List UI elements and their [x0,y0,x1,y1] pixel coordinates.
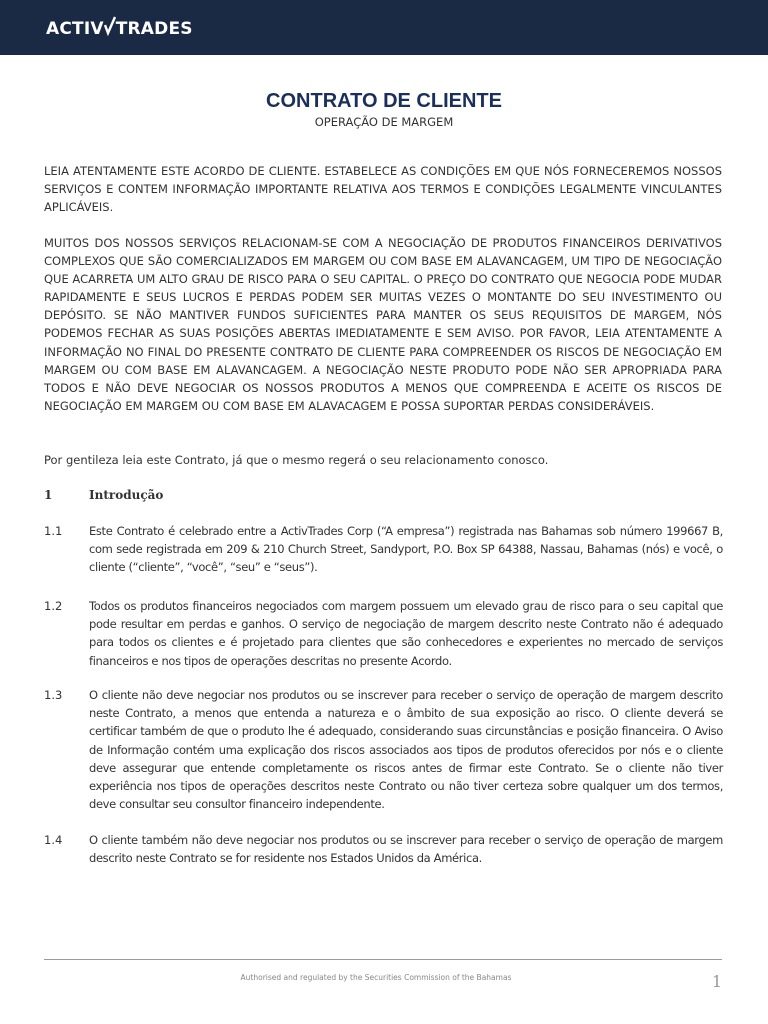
section-heading-introduction [44,486,722,504]
clause-number: 1.4 [44,833,63,847]
header-bar [0,0,768,55]
footer-divider [44,959,722,960]
section-title: Introdução [89,488,164,502]
clause-number: 1.3 [44,688,63,702]
clause-text: Todos os produtos financeiros negociados com margem possuem um elevado grau de risco para o seu capital que pode resultar em perdas e ganhos. O serviço de negociação de margem descrito neste Contrato não é adequado para todos os clientes e é projetado para clientes que são conhecedores e experientes no mercado de serviços financeiros e nos tipos de operações descritas no presente Acordo. [89,599,723,668]
clause-number: 1.1 [44,524,63,538]
activtrades-logo[interactable] [46,16,193,40]
document-subtitle: OPERAÇÃO DE MARGEM [314,115,454,129]
footer-regulation-text: Authorised and regulated by the Securities Commission of the Bahamas [240,973,512,982]
section-number: 1 [44,488,53,502]
page-number: 1 [711,972,722,991]
warning-paragraph: LEIA ATENTAMENTE ESTE ACORDO DE CLIENTE. ESTABELECE AS CONDIÇÕES EM QUE NÓS FORNECEREMOS NOSSOS SERVIÇOS E CONTEM INFORMAÇÃO IMPORTANTE RELATIVA AOS TERMOS E CONDIÇÕES LEGALMENTE VINCULANTES APLICÁVEIS. [44,164,722,215]
document-title: CONTRATO DE CLIENTE [266,90,502,112]
logo-text-trades: TRADES [115,19,193,39]
read-notice-paragraph: Por gentileza leia este Contrato, já que o mesmo regerá o seu relacionamento conosco. [44,453,549,467]
risk-paragraph: MUITOS DOS NOSSOS SERVIÇOS RELACIONAM-SE COM A NEGOCIAÇÃO DE PRODUTOS FINANCEIROS DERIVATIVOS COMPLEXOS QUE SÃO COMERCIALIZADOS EM MARGEM OU COM BASE EM ALAVANCAGEM, UM TIPO DE NEGOCIAÇÃO QUE ACARRETA UM ALTO GRAU DE RISCO PARA O SEU CAPITAL. O PREÇO DO CONTRATO QUE NEGOCIA PODE MUDAR RAPIDAMENTE E SEUS LUCROS E PERDAS PODEM SER MUITAS VEZES O MONTANTE DO SEU INVESTIMENTO OU DEPÓSITO. SE NÃO MANTIVER FUNDOS SUFICIENTES PARA MANTER OS SEUS REQUISITOS DE MARGEM, NÓS PODEMOS FECHAR AS SUAS POSIÇÕES ABERTAS IMEDIATAMENTE E SEM AVISO. POR FAVOR, LEIA ATENTAMENTE A INFORMAÇÃO NO FINAL DO PRESENTE CONTRATO DE CLIENTE PARA COMPREENDER OS RISCOS DE NEGOCIAÇÃO EM MARGEM OU COM BASE EM ALAVANCAGEM. A NEGOCIAÇÃO NESTE PRODUTO PODE NÃO SER APROPRIADA PARA TODOS E NÃO DEVE NEGOCIAR OS NOSSOS PRODUTOS A MENOS QUE COMPREENDA E ACEITE OS RISCOS DE NEGOCIAÇÃO EM MARGEM OU COM BASE EM ALAVACAGEM E POSSA SUPORTAR PERDAS CONSIDERÁVEIS. [44,236,722,413]
clause-text: O cliente também não deve negociar nos produtos ou se inscrever para receber o serviço de operação de margem descrito neste Contrato se for residente nos Estados Unidos da América. [89,833,723,866]
logo-check-icon [104,16,116,38]
clause-text: O cliente não deve negociar nos produtos ou se inscrever para receber o serviço de operação de margem descrito neste Contrato, a menos que entenda a natureza e o âmbito de sua exposição ao risco. O cliente deverá se certificar também de que o produto lhe é adequado, considerando suas circunstâncias e posição financeira. O Aviso de Informação contém uma explicação dos riscos associados aos tipos de produtos oferecidos por nós e o cliente deve assegurar que entende completamente os riscos antes de firmar este Contrato. Se o cliente não tiver experiência nos tipos de operações descritos neste Contrato ou não tiver certeza sobre qualquer um dos termos, deve consultar seu consultor financeiro independente. [89,688,723,812]
clause-number: 1.2 [44,599,63,613]
clause-text: Este Contrato é celebrado entre a ActivTrades Corp (“A empresa”) registrada nas Bahamas sob número 199667 B, com sede registrada em 209 & 210 Church Street, Sandyport, P.O. Box SP 64388, Nassau, Bahamas (nós) e você, o cliente (“cliente”, “você”, “seu” e “seus”). [89,524,723,575]
logo-text-activ: ACTIV [46,19,104,39]
